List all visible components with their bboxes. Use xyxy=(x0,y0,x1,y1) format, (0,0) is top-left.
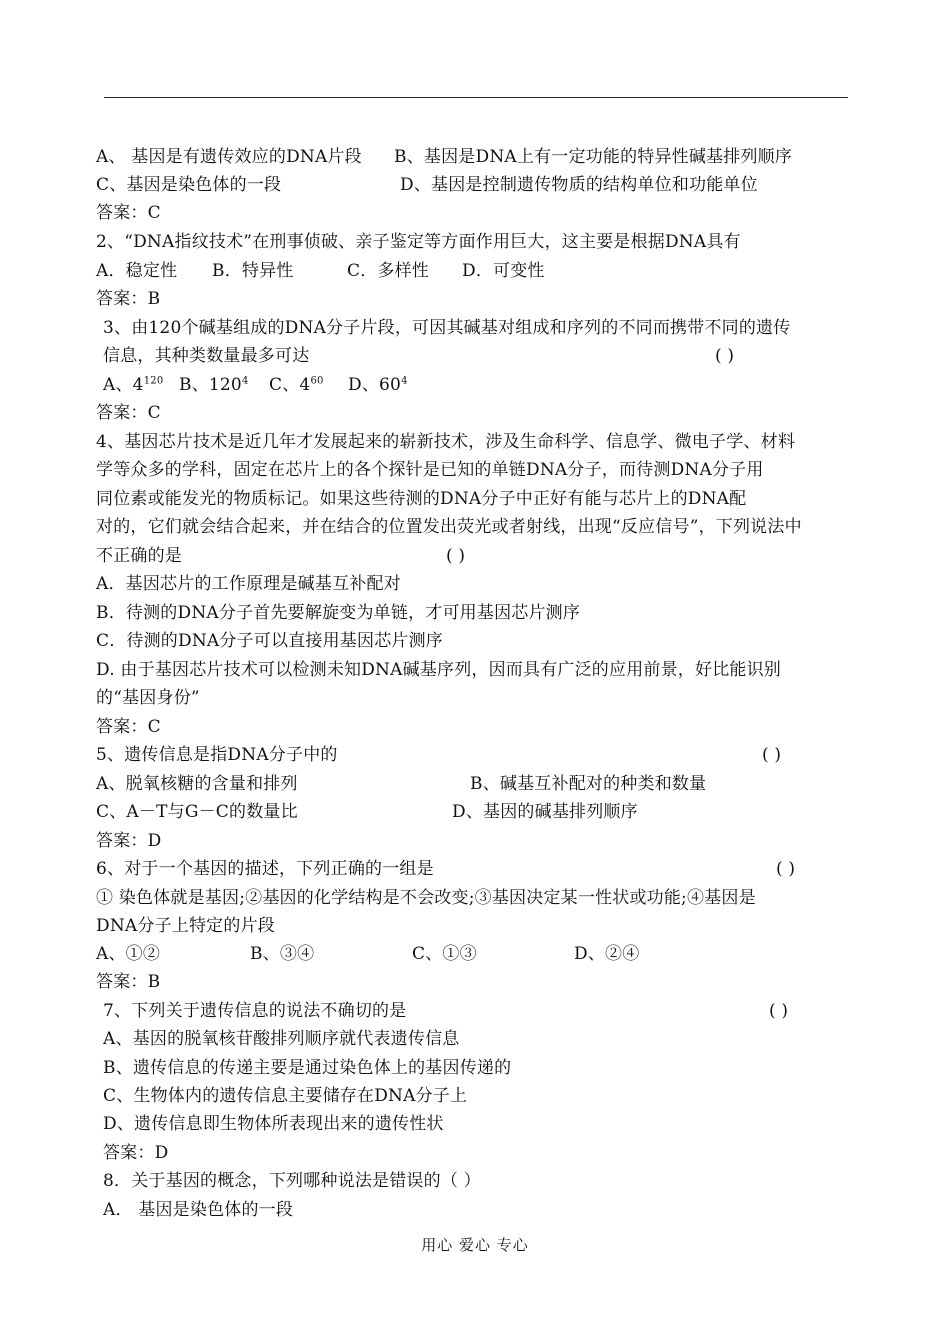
q7-answer-paren: ( ) xyxy=(769,1001,789,1021)
q8-stem: 8．关于基因的概念，下列哪种说法是错误的（ ） xyxy=(103,1171,481,1191)
q6-option-d: D、②④ xyxy=(574,944,640,964)
q3-option-a-exp: 120 xyxy=(143,375,164,387)
q3-option-a-base: A、4 xyxy=(103,375,144,395)
q2-option-c: C．多样性 xyxy=(347,261,430,281)
q3-answer: 答案：C xyxy=(96,403,161,423)
q4-stem-line1: 4、基因芯片技术是近几年才发展起来的崭新技术，涉及生命科学、信息学、微电子学、材料 xyxy=(96,432,796,452)
q4-answer-paren: ( ) xyxy=(446,546,466,566)
q6-option-c: C、①③ xyxy=(412,944,477,964)
q6-stem-line xyxy=(96,859,796,879)
q3-option-b-exp: 4 xyxy=(241,375,249,387)
q5-stem-line xyxy=(96,745,782,765)
q5-answer-paren: ( ) xyxy=(762,745,782,765)
q7-option-c: C、生物体内的遗传信息主要储存在DNA分子上 xyxy=(103,1086,468,1106)
q2-option-b: B．特异性 xyxy=(212,261,294,281)
q2-option-d: D．可变性 xyxy=(462,261,545,281)
q4-option-c: C．待测的DNA分子可以直接用基因芯片测序 xyxy=(96,631,443,651)
q4-stem-line2: 学等众多的学科，固定在芯片上的各个探针是已知的单链DNA分子，而待测DNA分子用 xyxy=(96,460,764,480)
q3-stem-line1: 3、由120个碱基组成的DNA分子片段，可因其碱基对组成和序列的不同而携带不同的遗传 xyxy=(103,318,791,338)
q5-option-c: C、A－T与G－C的数量比 xyxy=(96,802,298,822)
q7-answer: 答案：D xyxy=(103,1143,169,1163)
q6-items-line1: ① 染色体就是基因;②基因的化学结构是不会改变;③基因决定某一性状或功能;④基因是 xyxy=(96,888,756,908)
q4-stem-line5 xyxy=(96,546,466,566)
q5-answer: 答案：D xyxy=(96,831,162,851)
q4-option-b: B．待测的DNA分子首先要解旋变为单链，才可用基因芯片测序 xyxy=(96,603,581,623)
q3-option-d xyxy=(348,375,408,395)
q1-option-a: A、 基因是有遗传效应的DNA片段 xyxy=(96,147,362,167)
q2-option-a: A．稳定性 xyxy=(96,261,178,281)
q3-option-c-base: C、4 xyxy=(269,375,311,395)
q6-stem: 6、对于一个基因的描述，下列正确的一组是 xyxy=(96,859,434,879)
q4-stem-text: 不正确的是 xyxy=(96,546,182,566)
q4-option-d-line1: D. 由于基因芯片技术可以检测未知DNA碱基序列，因而具有广泛的应用前景，好比能识别 xyxy=(96,660,782,680)
q1-option-c: C、基因是染色体的一段 xyxy=(96,175,282,195)
q3-option-a xyxy=(103,375,163,395)
q3-stem-line2 xyxy=(103,346,735,366)
q6-items-line2: DNA分子上特定的片段 xyxy=(96,916,275,936)
q4-answer: 答案：C xyxy=(96,717,161,737)
q3-option-d-base: D、60 xyxy=(348,375,402,395)
q8-option-a: A． 基因是染色体的一段 xyxy=(103,1200,294,1220)
q7-option-a: A、基因的脱氧核苷酸排列顺序就代表遗传信息 xyxy=(103,1029,460,1049)
q7-stem-line xyxy=(103,1001,789,1021)
q1-option-b: B、基因是DNA上有一定功能的特异性碱基排列顺序 xyxy=(394,147,793,167)
q3-option-c-exp: 60 xyxy=(310,375,324,387)
q3-option-d-exp: 4 xyxy=(401,375,408,387)
q5-option-b: B、碱基互补配对的种类和数量 xyxy=(470,774,707,794)
q4-option-d-line2: 的“基因身份” xyxy=(96,688,200,708)
header-rule xyxy=(104,97,848,98)
q4-stem-line4: 对的，它们就会结合起来，并在结合的位置发出荧光或者射线，出现“反应信号”，下列说法中 xyxy=(96,517,802,537)
q5-option-d: D、基因的碱基排列顺序 xyxy=(452,802,638,822)
q5-stem: 5、遗传信息是指DNA分子中的 xyxy=(96,745,338,765)
q3-answer-paren: ( ) xyxy=(715,346,735,366)
q1-option-d: D、基因是控制遗传物质的结构单位和功能单位 xyxy=(400,175,758,195)
q6-option-b: B、③④ xyxy=(250,944,315,964)
q6-answer: 答案：B xyxy=(96,972,161,992)
page-footer: 用心 爱心 专心 xyxy=(421,1236,529,1254)
q3-option-c xyxy=(269,375,324,395)
q1-answer: 答案：C xyxy=(96,203,161,223)
q7-option-b: B、遗传信息的传递主要是通过染色体上的基因传递的 xyxy=(103,1058,512,1078)
q3-option-b xyxy=(179,375,249,395)
q2-answer: 答案：B xyxy=(96,289,161,309)
q7-option-d: D、遗传信息即生物体所表现出来的遗传性状 xyxy=(103,1114,444,1134)
q6-answer-paren: ( ) xyxy=(776,859,796,879)
q7-stem: 7、下列关于遗传信息的说法不确切的是 xyxy=(103,1001,407,1021)
q3-stem-text: 信息，其种类数量最多可达 xyxy=(103,346,310,366)
q3-option-b-base: B、120 xyxy=(179,375,242,395)
q4-stem-line3: 同位素或能发光的物质标记。如果这些待测的DNA分子中正好有能与芯片上的DNA配 xyxy=(96,489,747,509)
q6-option-a: A、①② xyxy=(96,944,161,964)
q4-option-a: A．基因芯片的工作原理是碱基互补配对 xyxy=(96,574,401,594)
q2-stem: 2、“DNA指纹技术”在刑事侦破、亲子鉴定等方面作用巨大，这主要是根据DNA具有 xyxy=(96,232,741,252)
q5-option-a: A、脱氧核糖的含量和排列 xyxy=(96,774,298,794)
